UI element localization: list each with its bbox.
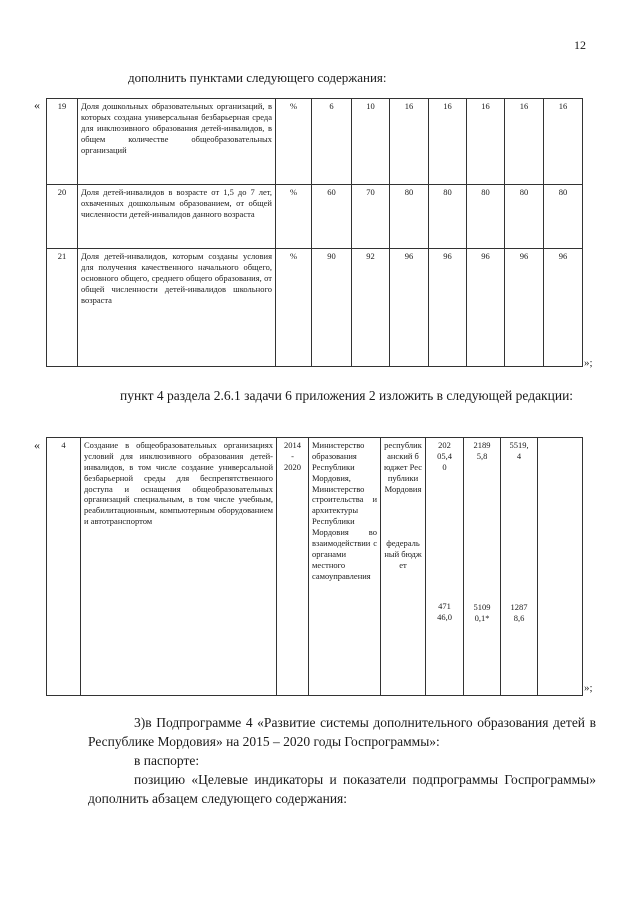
row-number: 19 (47, 99, 78, 185)
value-cell: 80 (505, 185, 544, 249)
value-cell: 80 (429, 185, 467, 249)
value-cell: 10 (352, 99, 390, 185)
row-description: Создание в общеобразовательных организациях условий для инклюзивного образования детей-инвалидов, в том числе создание универсальной безбарьерной среды для беспрепятственного доступа и оснащения общеобразовательных организаций специальным, в том числе учебным, реабилитационным, компьютерным оборудованием и автотранспортом (81, 438, 277, 696)
value-cell: 80 (544, 185, 583, 249)
source-federal: федеральный бюджет (384, 538, 422, 571)
table-row (47, 438, 583, 696)
executor-cell: Министерство образования Республики Мордовия, Министерство строительства и архитектуры Республики Мордовия во взаимодействии с органами местного самоуправления (309, 438, 381, 696)
table-row (47, 185, 583, 249)
value-cell: 16 (505, 99, 544, 185)
value-cell: 90 (312, 249, 352, 367)
row-unit: % (276, 249, 312, 367)
paragraph-position: позицию «Целевые индикаторы и показатели подпрограммы Госпрограммы» дополнить абзацем следующего содержания: (88, 772, 596, 806)
value-cell: 92 (352, 249, 390, 367)
value-cell: 16 (467, 99, 505, 185)
value-cell: 80 (467, 185, 505, 249)
close-mark-1: »; (584, 357, 593, 369)
value-cell: 96 (429, 249, 467, 367)
page-number: 12 (574, 38, 586, 52)
value-cell: 6 (312, 99, 352, 185)
source-republic: республиканский бюджет Республики Мордовия (384, 440, 422, 494)
row-description: Доля детей-инвалидов в возрасте от 1,5 до 7 лет, охваченных дошкольным образованием, от общей численности детей-инвалидов данного возраста (78, 185, 276, 249)
row-number: 21 (47, 249, 78, 367)
value-cell: 80 (390, 185, 429, 249)
value-cell: 16 (390, 99, 429, 185)
value-cell: 96 (390, 249, 429, 367)
row-description: Доля дошкольных образовательных организаций, в которых создана универсальная безбарьерная среда для инклюзивного образования детей-инвалидов, в общем количестве общеобразовательных организаций (78, 99, 276, 185)
row-number: 20 (47, 185, 78, 249)
value-cell: 471 46,0 (437, 600, 452, 622)
paragraph-passport: в паспорте: (134, 753, 200, 768)
value-cell: 96 (505, 249, 544, 367)
row-number: 4 (47, 438, 81, 696)
table-row (47, 249, 583, 367)
paragraph-subprogram: 3)в Подпрограмме 4 «Развитие системы дополнительного образования детей в Республике Мордовия» на 2015 – 2020 годы Госпрограммы»: (88, 715, 596, 749)
intro-line: дополнить пунктами следующего содержания: (128, 70, 387, 85)
value-cell: 60 (312, 185, 352, 249)
open-quote-1: « (34, 98, 40, 112)
row-description: Доля детей-инвалидов, которым созданы условия для получения качественного начального общего, основного общего, среднего общего образования, от общей численности детей-инвалидов школьного возраста (78, 249, 276, 367)
value-cell: 16 (544, 99, 583, 185)
period-cell: 2014 - 2020 (277, 438, 309, 696)
value-cell: 70 (352, 185, 390, 249)
row-unit: % (276, 185, 312, 249)
row-unit: % (276, 99, 312, 185)
value-cell: 5519, 4 (509, 440, 529, 461)
paragraph-redaction: пункт 4 раздела 2.6.1 задачи 6 приложения 2 изложить в следующей редакции: (120, 388, 574, 403)
table-row (47, 99, 583, 185)
value-cell: 96 (467, 249, 505, 367)
value-cell: 5109 0,1* (473, 601, 491, 623)
value-cell: 96 (544, 249, 583, 367)
value-cell: 2189 5,8 (473, 440, 491, 461)
value-cell: 1287 8,6 (510, 601, 528, 623)
close-mark-2: »; (584, 682, 593, 694)
value-cell: 16 (429, 99, 467, 185)
open-quote-2: « (34, 438, 40, 452)
indicators-table (46, 98, 583, 367)
value-cell: 202 05,4 0 (437, 440, 452, 472)
activity-table (46, 437, 583, 696)
